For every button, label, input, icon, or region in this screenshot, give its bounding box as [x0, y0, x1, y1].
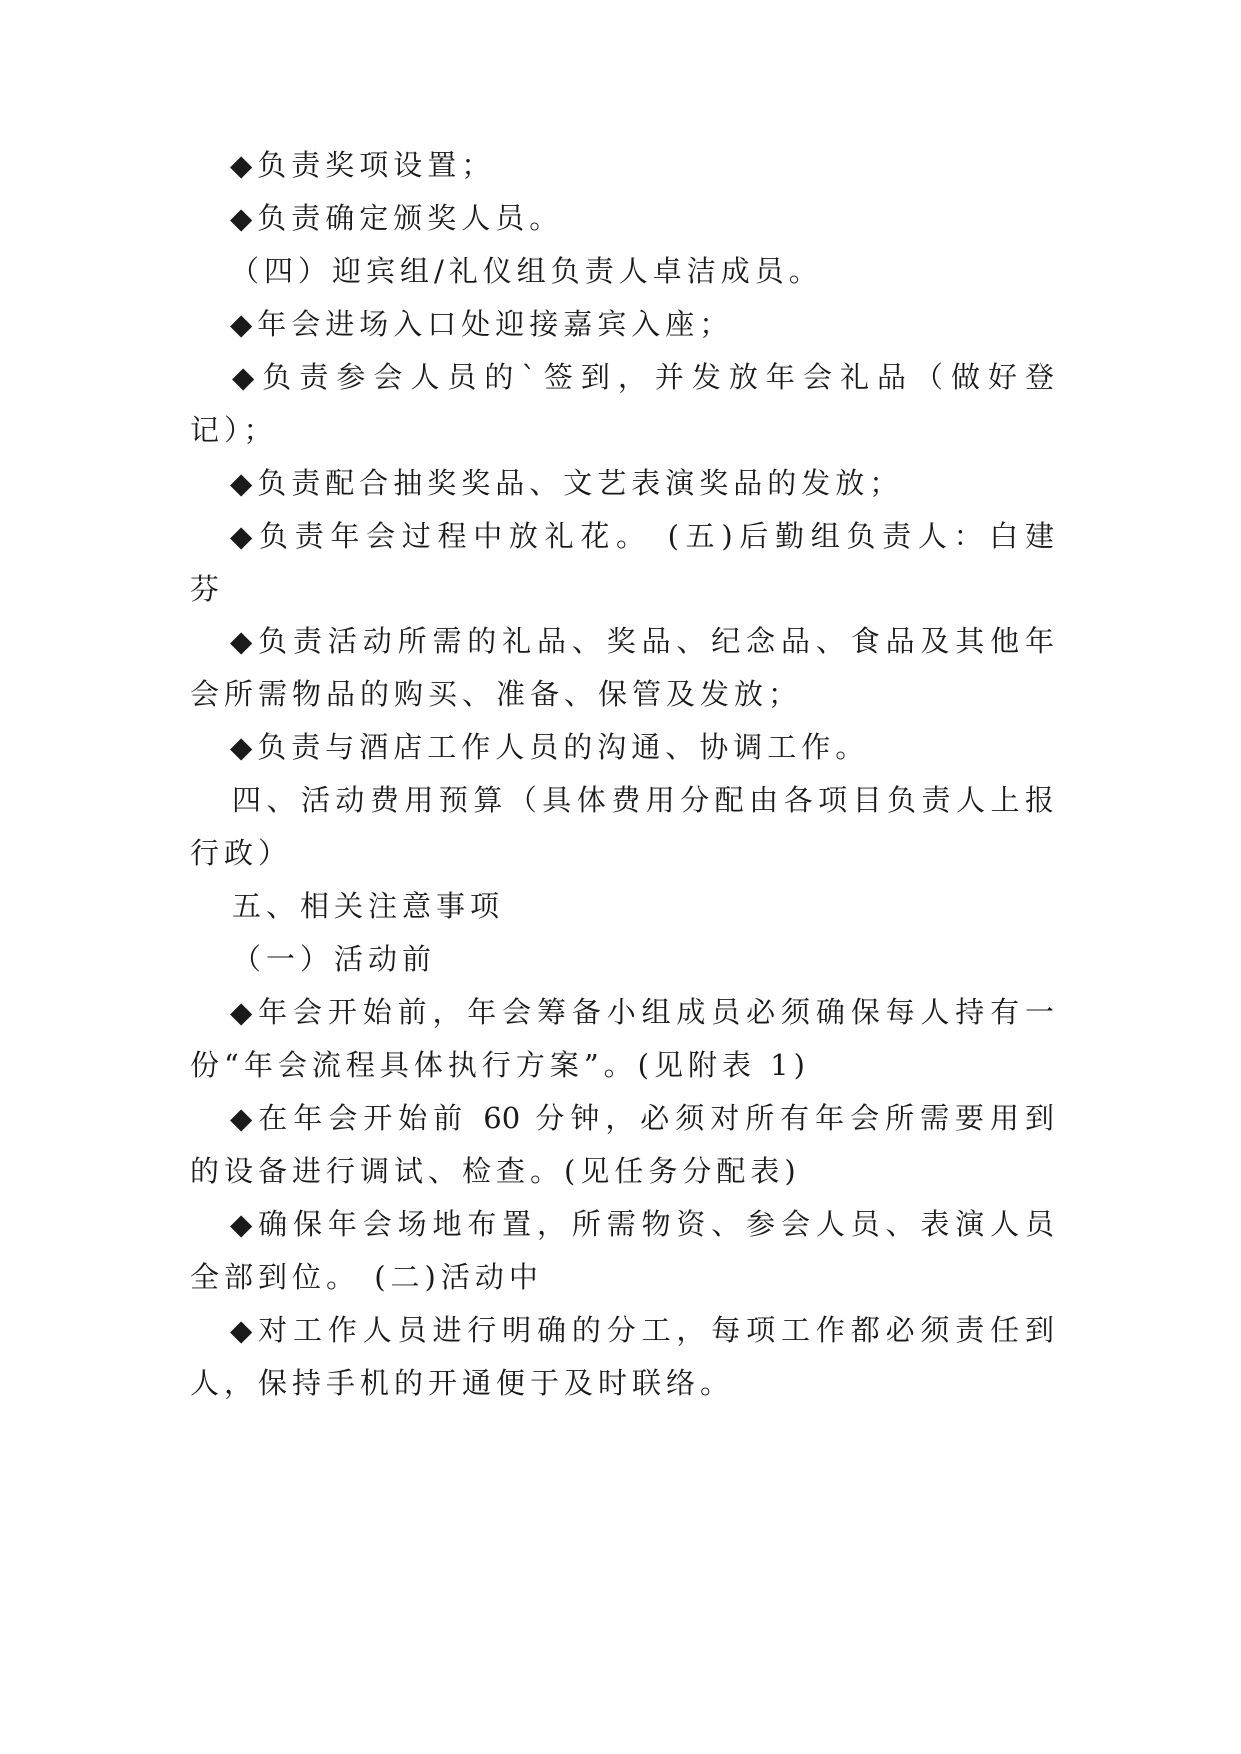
text-line: ◆年会进场入口处迎接嘉宾入座；	[230, 307, 734, 341]
text-line: 全部到位。 (二)活动中	[190, 1260, 543, 1294]
text-line: 的设备进行调试、检查。(见任务分配表)	[190, 1154, 801, 1188]
text-line: ◆对工作人员进行明确的分工，每项工作都必须责任到	[230, 1313, 1054, 1347]
text-line: ◆负责奖项设置；	[230, 148, 496, 182]
text-line: 份“年会流程具体执行方案”。(见附表 1)	[190, 1048, 810, 1082]
text-line: 行政）	[190, 836, 293, 870]
text-line: ◆确保年会场地布置，所需物资、参会人员、表演人员	[230, 1207, 1054, 1241]
text-line: 人，保持手机的开通便于及时联络。	[190, 1366, 735, 1400]
text-line: 五、相关注意事项	[232, 889, 505, 923]
text-line: 会所需物品的购买、准备、保管及发放；	[190, 677, 803, 711]
text-line: 芬	[190, 572, 225, 606]
text-line: ◆年会开始前，年会筹备小组成员必须确保每人持有一	[230, 995, 1054, 1029]
text-line: ◆负责年会过程中放礼花。 (五)后勤组负责人：白建	[230, 519, 1054, 553]
text-line: ◆负责参会人员的`签到，并发放年会礼品（做好登	[232, 360, 1054, 394]
text-line: ◆负责确定颁奖人员。	[230, 201, 564, 235]
text-line: 记）；	[190, 413, 278, 447]
text-line: ◆负责配合抽奖奖品、文艺表演奖品的发放；	[230, 466, 904, 500]
text-line: 四、活动费用预算（具体费用分配由各项目负责人上报	[232, 783, 1054, 817]
text-line: （一）活动前	[232, 942, 437, 976]
text-line: ◆负责活动所需的礼品、奖品、纪念品、食品及其他年	[230, 624, 1054, 658]
text-line: ◆负责与酒店工作人员的沟通、协调工作。	[230, 730, 870, 764]
text-line: （四）迎宾组/礼仪组负责人卓洁成员。	[230, 254, 823, 288]
text-line: ◆在年会开始前 60 分钟，必须对所有年会所需要用到	[230, 1101, 1054, 1135]
